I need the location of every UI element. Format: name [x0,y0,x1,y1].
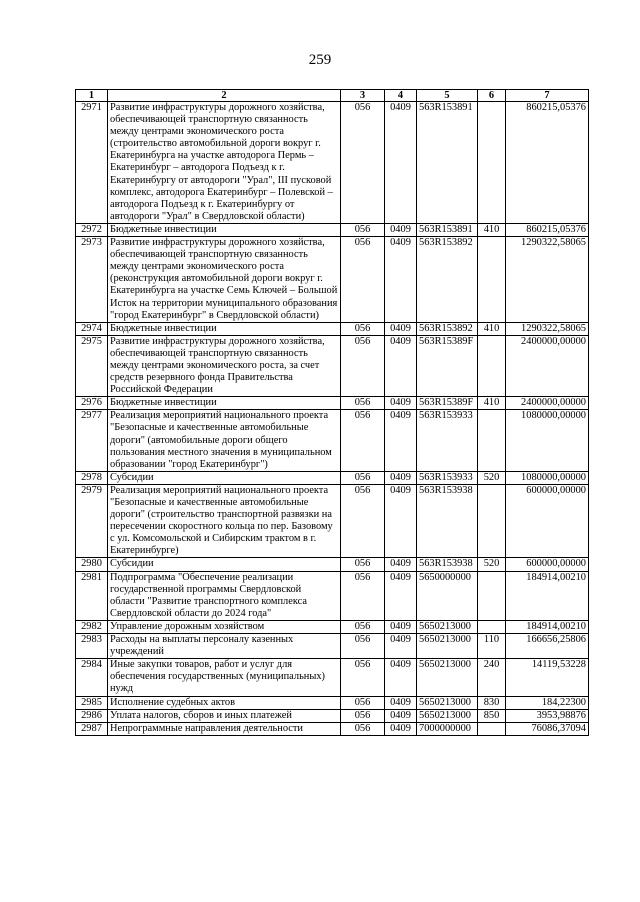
row-code-5: 563R153891 [417,102,478,224]
row-name: Бюджетные инвестиции [108,397,341,410]
column-header: 6 [478,90,506,102]
row-code-5: 563R153933 [417,410,478,471]
row-code-3: 056 [341,620,385,633]
row-code-3: 056 [341,696,385,709]
row-number: 2986 [76,709,108,722]
table-row [76,709,589,722]
row-code-4: 0409 [385,397,417,410]
column-header: 2 [108,90,341,102]
table-row [76,471,589,484]
row-code-4: 0409 [385,223,417,236]
table-row [76,634,589,659]
row-code-6: 410 [478,223,506,236]
row-code-3: 056 [341,659,385,696]
row-amount: 600000,00000 [506,558,589,571]
row-name: Реализация мероприятий национального проекта "Безопасные и качественные автомобильные дороги" (автомобильные дороги общего пользования местного значения в муниципальном образовании "город Екатеринбург") [108,410,341,471]
row-amount: 2400000,00000 [506,335,589,396]
row-code-4: 0409 [385,620,417,633]
table-row [76,397,589,410]
row-number: 2974 [76,322,108,335]
row-code-4: 0409 [385,696,417,709]
column-header: 3 [341,90,385,102]
row-code-6: 520 [478,471,506,484]
row-code-3: 056 [341,722,385,735]
row-code-5: 5650213000 [417,620,478,633]
row-code-5: 563R153892 [417,237,478,323]
row-code-5: 563R153892 [417,322,478,335]
row-amount: 76086,37094 [506,722,589,735]
row-code-6 [478,620,506,633]
row-code-4: 0409 [385,410,417,471]
row-number: 2984 [76,659,108,696]
table-row [76,322,589,335]
row-number: 2973 [76,237,108,323]
row-amount: 1080000,00000 [506,471,589,484]
row-code-6: 110 [478,634,506,659]
row-number: 2983 [76,634,108,659]
column-header: 7 [506,90,589,102]
row-name: Развитие инфраструктуры дорожного хозяйства, обеспечивающей транспортную связанность между центрами экономического роста (строительство автомобильной дороги вокруг г. Екатеринбурга на участке автодорога Пермь – Екатеринбург – автодорога Подъезд к г. Екатеринбургу от автодороги "Урал", III пусковой комплекс, автодорога Екатеринбург – Полевской – автодорога Подъезд к г. Екатеринбургу от автодороги "Урал" в Свердловской области) [108,102,341,224]
row-code-5: 563R153938 [417,484,478,558]
row-amount: 1080000,00000 [506,410,589,471]
column-header: 1 [76,90,108,102]
table-body [76,102,589,736]
row-name: Бюджетные инвестиции [108,322,341,335]
table-row [76,335,589,396]
row-code-4: 0409 [385,322,417,335]
row-code-4: 0409 [385,722,417,735]
row-name: Иные закупки товаров, работ и услуг для обеспечения государственных (муниципальных) нужд [108,659,341,696]
row-number: 2985 [76,696,108,709]
row-code-5: 5650213000 [417,659,478,696]
row-number: 2971 [76,102,108,224]
row-amount: 860215,05376 [506,223,589,236]
row-code-6 [478,102,506,224]
row-code-6 [478,571,506,620]
row-name: Развитие инфраструктуры дорожного хозяйства, обеспечивающей транспортную связанность между центрами экономического роста, за счет средств резервного фонда Правительства Российской Федерации [108,335,341,396]
row-number: 2987 [76,722,108,735]
row-code-6: 850 [478,709,506,722]
row-name: Подпрограмма "Обеспечение реализации государственной программы Свердловской области "Развитие транспортного комплекса Свердловской области до 2024 года" [108,571,341,620]
row-code-5: 563R153933 [417,471,478,484]
table-row [76,571,589,620]
row-amount: 184914,00210 [506,571,589,620]
row-number: 2978 [76,471,108,484]
row-number: 2980 [76,558,108,571]
row-code-4: 0409 [385,237,417,323]
row-amount: 1290322,58065 [506,322,589,335]
row-code-4: 0409 [385,558,417,571]
row-amount: 3953,98876 [506,709,589,722]
row-code-3: 056 [341,410,385,471]
row-name: Субсидии [108,558,341,571]
row-number: 2981 [76,571,108,620]
row-code-3: 056 [341,709,385,722]
row-name: Бюджетные инвестиции [108,223,341,236]
row-amount: 184,22300 [506,696,589,709]
row-code-5: 5650213000 [417,709,478,722]
row-code-6: 410 [478,322,506,335]
row-number: 2979 [76,484,108,558]
row-code-5: 7000000000 [417,722,478,735]
row-name: Расходы на выплаты персоналу казенных учреждений [108,634,341,659]
row-code-6 [478,722,506,735]
row-amount: 600000,00000 [506,484,589,558]
row-name: Субсидии [108,471,341,484]
row-number: 2977 [76,410,108,471]
row-code-6: 410 [478,397,506,410]
row-code-6: 240 [478,659,506,696]
row-code-4: 0409 [385,102,417,224]
row-code-4: 0409 [385,634,417,659]
table-row [76,722,589,735]
row-code-4: 0409 [385,659,417,696]
row-name: Реализация мероприятий национального проекта "Безопасные и качественные автомобильные дороги" (строительство транспортной развязки на пересечении скоростного кольца по пер. Базовому с ул. Комсомольской и Сибирским трактом в г. Екатеринбурге) [108,484,341,558]
row-code-5: 563R153938 [417,558,478,571]
row-code-3: 056 [341,397,385,410]
table-row [76,484,589,558]
row-code-3: 056 [341,102,385,224]
row-name: Развитие инфраструктуры дорожного хозяйства, обеспечивающей транспортную связанность между центрами экономического роста (реконструкция автомобильной дороги вокруг г. Екатеринбурга на участке Семь Ключей – Большой Исток на территории муниципального образования "город Екатеринбург" в Свердловской области) [108,237,341,323]
row-code-5: 563R15389F [417,397,478,410]
table-row [76,237,589,323]
row-code-6: 830 [478,696,506,709]
row-amount: 184914,00210 [506,620,589,633]
row-code-6: 520 [478,558,506,571]
row-code-6 [478,410,506,471]
row-code-3: 056 [341,335,385,396]
table-row [76,620,589,633]
row-code-5: 5650213000 [417,634,478,659]
row-code-3: 056 [341,223,385,236]
row-code-5: 5650000000 [417,571,478,620]
budget-table [75,89,589,736]
row-name: Непрограммные направления деятельности [108,722,341,735]
row-number: 2982 [76,620,108,633]
row-amount: 166656,25806 [506,634,589,659]
row-code-4: 0409 [385,471,417,484]
row-number: 2976 [76,397,108,410]
row-code-4: 0409 [385,484,417,558]
row-code-3: 056 [341,237,385,323]
table-row [76,659,589,696]
table-row [76,558,589,571]
row-name: Уплата налогов, сборов и иных платежей [108,709,341,722]
row-name: Управление дорожным хозяйством [108,620,341,633]
row-code-3: 056 [341,558,385,571]
row-amount: 2400000,00000 [506,397,589,410]
row-code-3: 056 [341,471,385,484]
row-code-6 [478,237,506,323]
row-code-4: 0409 [385,709,417,722]
row-code-5: 563R15389F [417,335,478,396]
row-amount: 14119,53228 [506,659,589,696]
header-row [76,90,589,102]
row-number: 2975 [76,335,108,396]
table-row [76,223,589,236]
row-amount: 1290322,58065 [506,237,589,323]
row-amount: 860215,05376 [506,102,589,224]
row-number: 2972 [76,223,108,236]
row-name: Исполнение судебных актов [108,696,341,709]
row-code-4: 0409 [385,571,417,620]
row-code-5: 563R153891 [417,223,478,236]
column-header: 5 [417,90,478,102]
row-code-3: 056 [341,484,385,558]
row-code-3: 056 [341,634,385,659]
row-code-6 [478,335,506,396]
column-header: 4 [385,90,417,102]
table-row [76,696,589,709]
page-number: 259 [308,52,332,68]
row-code-3: 056 [341,571,385,620]
row-code-5: 5650213000 [417,696,478,709]
row-code-6 [478,484,506,558]
row-code-3: 056 [341,322,385,335]
table-row [76,410,589,471]
row-code-4: 0409 [385,335,417,396]
table-row [76,102,589,224]
